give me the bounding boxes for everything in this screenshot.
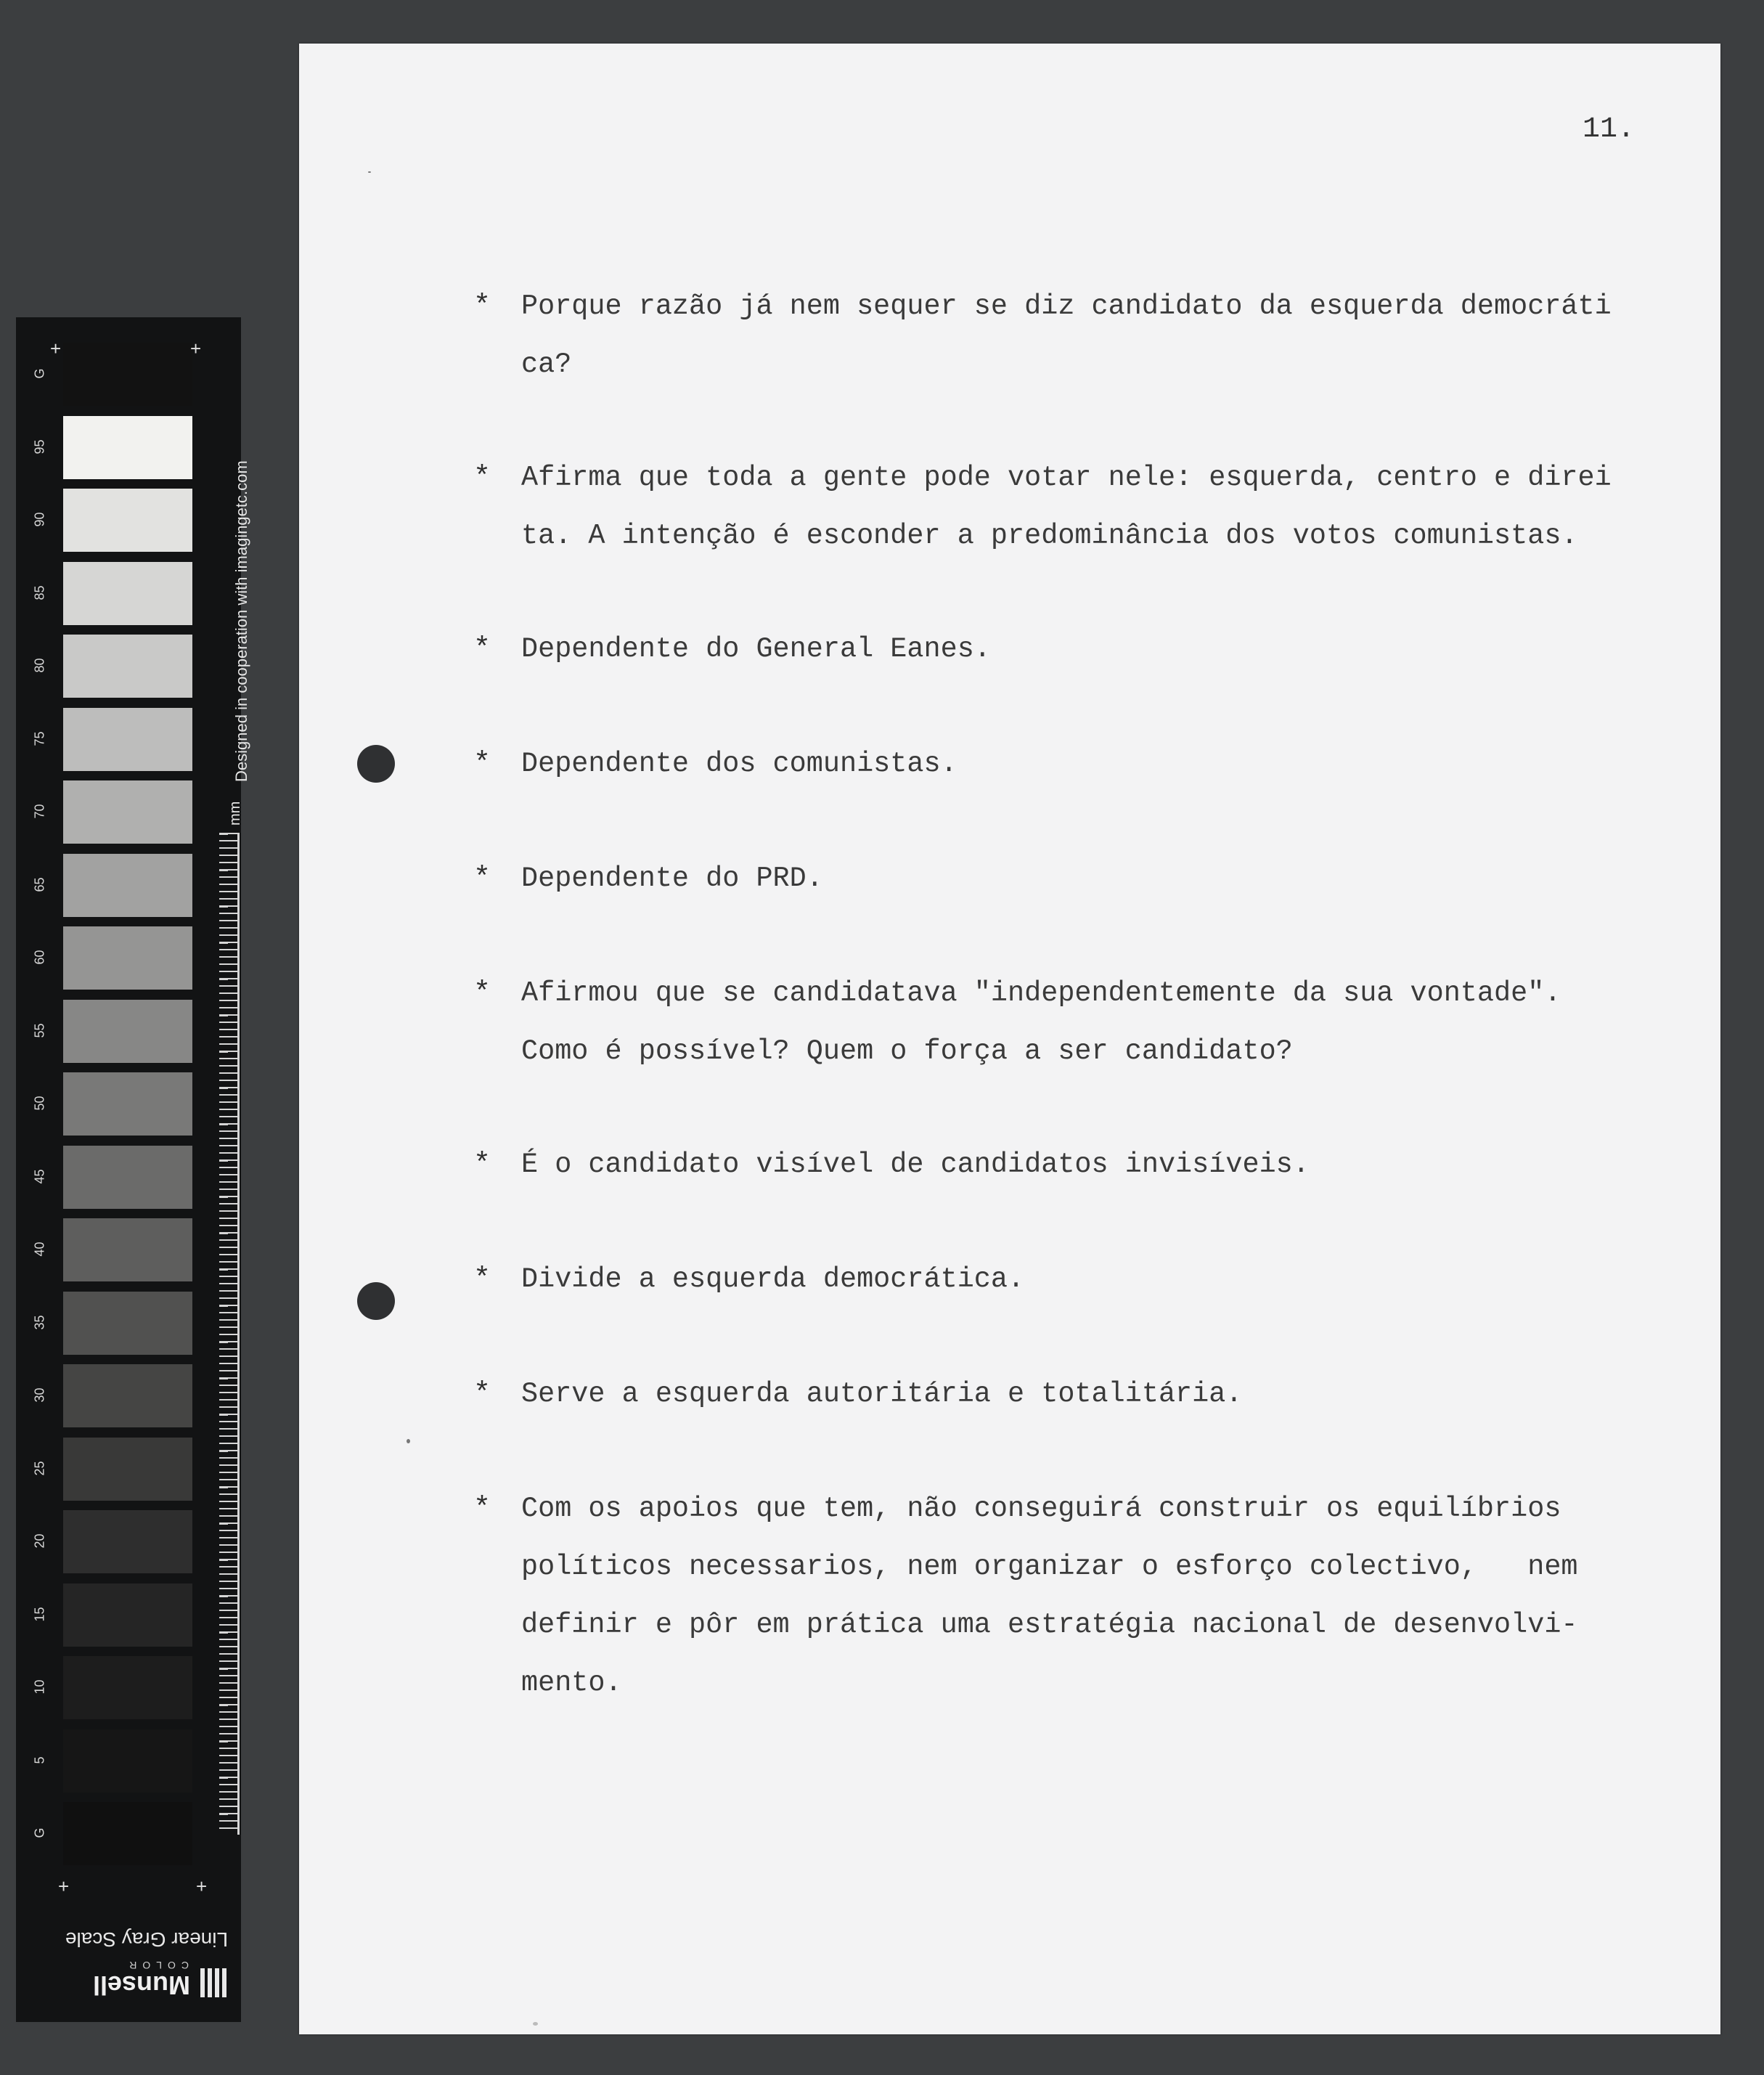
brand-subtitle: COLOR xyxy=(123,1960,189,1971)
item-text xyxy=(521,620,1654,678)
text-line: Serve a esquerda autoritária e totalitária. xyxy=(521,1378,1243,1410)
text-line: Com os apoios que tem, não conseguirá construir os equilíbrios xyxy=(521,1493,1561,1525)
text-line: mento. xyxy=(521,1667,622,1699)
gray-swatch xyxy=(63,489,192,552)
ruler-unit: mm xyxy=(227,801,243,825)
swatch-label: G xyxy=(32,1827,47,1838)
swatch-label: 85 xyxy=(32,584,47,600)
item-text xyxy=(521,849,1654,908)
swatch-label: 80 xyxy=(32,658,47,673)
ruler-ticks xyxy=(219,833,240,1835)
bullet-asterisk: * xyxy=(473,1263,491,1296)
swatch-label: 90 xyxy=(32,512,47,527)
gray-swatch xyxy=(63,1583,192,1647)
plus-mark: + xyxy=(190,338,202,359)
gray-swatch xyxy=(63,1729,192,1793)
swatch-label: 95 xyxy=(32,439,47,454)
scale-credit: Designed in cooperation with imagingetc.com xyxy=(232,460,250,782)
gray-swatch xyxy=(63,1364,192,1427)
gray-swatch xyxy=(63,343,192,406)
plus-mark: + xyxy=(58,1875,70,1897)
munsell-grid-icon xyxy=(197,1968,226,1997)
gray-swatch xyxy=(63,1802,192,1865)
punch-hole xyxy=(357,1282,395,1320)
item-text xyxy=(521,1480,1654,1712)
item-text xyxy=(521,735,1654,793)
gray-swatch xyxy=(63,1072,192,1136)
text-line: políticos necessarios, nem organizar o esforço colectivo, nem xyxy=(521,1551,1578,1583)
plus-mark: + xyxy=(196,1875,208,1897)
item-text xyxy=(521,1250,1654,1308)
text-line: Dependente do PRD. xyxy=(521,863,823,894)
bullet-asterisk: * xyxy=(473,1149,491,1181)
bullet-asterisk: * xyxy=(473,1493,491,1525)
bullet-asterisk: * xyxy=(473,290,491,323)
swatch-label: 75 xyxy=(32,730,47,746)
swatch-label: 60 xyxy=(32,950,47,965)
gray-swatch xyxy=(63,635,192,698)
item-text xyxy=(521,1365,1654,1423)
swatch-label: 15 xyxy=(32,1606,47,1622)
text-line: Afirmou que se candidatava "independentemente da sua vontade". xyxy=(521,977,1561,1009)
swatch-label: 45 xyxy=(32,1168,47,1184)
item-text xyxy=(521,1136,1654,1194)
text-line: definir e pôr em prática uma estratégia nacional de desenvolvi- xyxy=(521,1609,1578,1641)
paper-speck xyxy=(533,2022,538,2026)
gray-swatch xyxy=(63,854,192,917)
text-line: ca? xyxy=(521,348,572,380)
swatch-label: 10 xyxy=(32,1679,47,1695)
item-text xyxy=(521,964,1654,1080)
bullet-asterisk: * xyxy=(473,462,491,494)
gray-swatches xyxy=(63,343,192,1871)
scale-title: Linear Gray Scale xyxy=(65,1928,229,1951)
gray-swatch xyxy=(63,780,192,844)
gray-swatch xyxy=(63,1000,192,1063)
swatch-label: 30 xyxy=(32,1387,47,1403)
swatch-label: 50 xyxy=(32,1096,47,1111)
swatch-label: 70 xyxy=(32,804,47,819)
page-number: 11. xyxy=(1582,113,1635,146)
brand-name: Munsell xyxy=(92,1970,190,2000)
gray-swatch xyxy=(63,1438,192,1501)
plus-mark: + xyxy=(50,338,62,359)
bullet-asterisk: * xyxy=(473,633,491,666)
gray-scale-card xyxy=(16,317,250,2022)
swatch-label: 35 xyxy=(32,1314,47,1330)
text-line: Como é possível? Quem o força a ser candidato? xyxy=(521,1035,1293,1067)
text-line: É o candidato visível de candidatos invisíveis. xyxy=(521,1149,1310,1181)
gray-swatch xyxy=(63,1510,192,1573)
text-line: Porque razão já nem sequer se diz candidato da esquerda democráti xyxy=(521,290,1612,322)
item-text xyxy=(521,449,1654,565)
swatch-label: 55 xyxy=(32,1022,47,1038)
bullet-asterisk: * xyxy=(473,863,491,895)
ruler-edge xyxy=(237,833,240,1835)
bullet-asterisk: * xyxy=(473,748,491,780)
gray-swatch xyxy=(63,926,192,990)
swatch-label: 5 xyxy=(32,1756,47,1764)
text-line: ta. A intenção é esconder a predominância dos votos comunistas. xyxy=(521,520,1578,552)
text-line: Divide a esquerda democrática. xyxy=(521,1263,1025,1295)
bullet-asterisk: * xyxy=(473,1378,491,1411)
text-line: Dependente dos comunistas. xyxy=(521,748,957,780)
text-line: Dependente do General Eanes. xyxy=(521,633,991,665)
gray-swatch xyxy=(63,562,192,625)
swatch-label: 65 xyxy=(32,876,47,892)
gray-swatch xyxy=(63,708,192,771)
swatch-label: 20 xyxy=(32,1533,47,1549)
paper-speck xyxy=(368,171,371,173)
bullet-asterisk: * xyxy=(473,977,491,1010)
gray-swatch xyxy=(63,1146,192,1209)
document-page xyxy=(299,44,1720,2034)
item-text xyxy=(521,277,1654,394)
gray-swatch xyxy=(63,1292,192,1355)
paper-speck xyxy=(407,1439,410,1443)
swatch-label: G xyxy=(32,368,47,379)
punch-hole xyxy=(357,745,395,783)
text-line: Afirma que toda a gente pode votar nele: esquerda, centro e direi xyxy=(521,462,1612,494)
gray-swatch xyxy=(63,416,192,479)
swatch-label: 40 xyxy=(32,1242,47,1257)
munsell-logo xyxy=(60,1960,234,2003)
gray-swatch xyxy=(63,1656,192,1719)
swatch-label: 25 xyxy=(32,1460,47,1476)
gray-swatch xyxy=(63,1218,192,1281)
